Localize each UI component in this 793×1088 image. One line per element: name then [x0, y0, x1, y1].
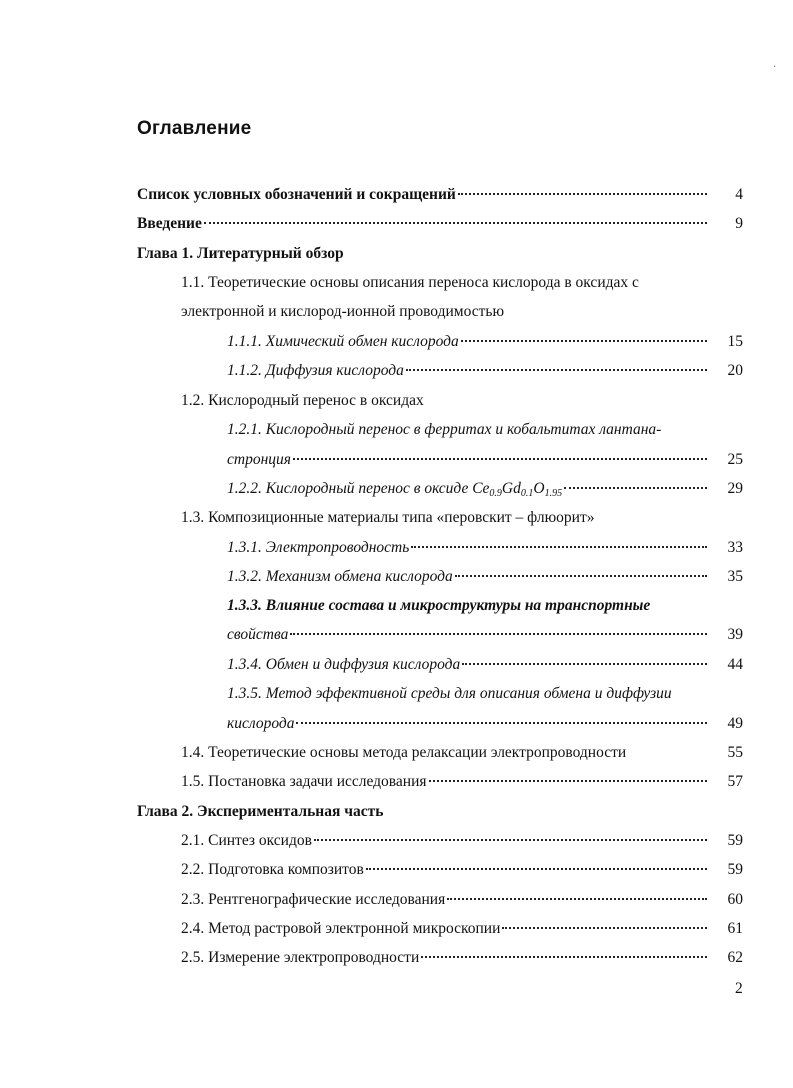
toc-entry-page: 62 — [727, 949, 743, 966]
toc-entry-introduction[interactable] — [137, 211, 743, 237]
dot-leader — [447, 898, 707, 900]
toc-entry-title: 1.5. Постановка задачи исследования — [181, 773, 427, 790]
toc-entry-title: кислорода — [227, 715, 295, 732]
dot-leader — [458, 193, 707, 195]
toc-entry-page: 4 — [735, 186, 743, 203]
toc-entry-page: 15 — [727, 333, 743, 350]
dot-leader — [564, 487, 707, 489]
toc-entry-1-3-1[interactable] — [227, 535, 743, 561]
toc-entry-page: 59 — [727, 832, 743, 849]
toc-entry-title: 2.4. Метод растровой электронной микроскопии — [181, 920, 501, 937]
toc-entry-page: 57 — [727, 773, 743, 790]
toc-entry-page: 60 — [727, 891, 743, 908]
toc-entry-page: 49 — [727, 715, 743, 732]
dot-leader — [455, 575, 707, 577]
page-number: 2 — [735, 980, 743, 997]
formula-subscript: 0.9 — [489, 488, 502, 499]
toc-entry-title: 1.3.4. Обмен и диффузия кислорода — [227, 656, 461, 673]
toc-entry-2-3[interactable] — [181, 887, 743, 913]
toc-entry-1-3-5[interactable] — [227, 711, 743, 737]
dot-leader — [406, 369, 707, 371]
toc-entry-2-4[interactable] — [181, 916, 743, 942]
formula-part: O — [533, 480, 545, 497]
toc-chapter-1[interactable]: Глава 1. Литературный обзор — [137, 245, 344, 262]
toc-entry-2-2[interactable] — [181, 857, 743, 883]
toc-entry-1-4[interactable] — [181, 740, 743, 766]
formula-subscript: 1.95 — [544, 488, 563, 499]
dot-leader — [502, 927, 707, 929]
toc-entry-title: свойства — [227, 626, 289, 643]
toc-chapter-2[interactable]: Глава 2. Экспериментальная часть — [137, 803, 384, 820]
toc-entry-1-1-2[interactable] — [227, 358, 743, 384]
toc-entry-page: 59 — [727, 861, 743, 878]
toc-entry-page: 55 — [727, 744, 743, 761]
toc-entry-title: 1.3.1. Электропроводность — [227, 539, 410, 556]
toc-entry-title: стронция — [227, 451, 291, 468]
dot-leader — [293, 458, 707, 460]
toc-entry-title: 1.1.1. Химический обмен кислорода — [227, 333, 459, 350]
toc-entry-page: 9 — [735, 215, 743, 232]
toc-entry-title: 1.4. Теоретические основы метода релаксации электропроводности — [181, 744, 627, 761]
dot-leader — [204, 222, 707, 224]
dot-leader — [296, 722, 707, 724]
toc-entry-1-1-1[interactable] — [227, 329, 743, 355]
toc-entry-1-3-4[interactable] — [227, 652, 743, 678]
toc-entry-1-5[interactable] — [181, 769, 743, 795]
toc-section-1-1-line2[interactable]: электронной и кислород-ионной проводимостью — [181, 303, 505, 320]
formula-prefix: 1.2.2. Кислородный перенос в оксиде Ce — [227, 480, 490, 497]
toc-entry-title: 2.1. Синтез оксидов — [181, 832, 312, 849]
toc-entry-1-3-3-line1[interactable]: 1.3.3. Влияние состава и микроструктуры на транспортные — [227, 597, 651, 614]
toc-entry-title: Введение — [137, 215, 202, 232]
toc-entry-title — [227, 476, 562, 502]
dot-leader — [429, 780, 707, 782]
toc-entry-2-1[interactable] — [181, 828, 743, 854]
toc-entry-title: 2.2. Подготовка композитов — [181, 861, 364, 878]
toc-entry-page: 44 — [727, 656, 743, 673]
toc-entry-1-3-2[interactable] — [227, 564, 743, 590]
dot-leader — [421, 956, 707, 958]
toc-entry-title: 2.5. Измерение электропроводности — [181, 949, 420, 966]
toc-entry-page: 29 — [727, 480, 743, 497]
toc-entry-abbreviations[interactable] — [137, 182, 743, 208]
toc-entry-1-3-3[interactable] — [227, 622, 743, 648]
dot-leader — [314, 839, 707, 841]
dot-leader — [411, 546, 707, 548]
toc-entry-page: 61 — [727, 920, 743, 937]
dot-leader — [462, 663, 707, 665]
scan-speck: · — [773, 62, 777, 73]
toc-entry-1-2-1-line1[interactable]: 1.2.1. Кислородный перенос в ферритах и кобальтитах лантана- — [227, 421, 662, 438]
toc-entry-page: 35 — [727, 568, 743, 585]
toc-entry-page: 39 — [727, 626, 743, 643]
toc-entry-page: 33 — [727, 539, 743, 556]
page-title: Оглавление — [137, 118, 252, 139]
formula-part: Gd — [501, 480, 521, 497]
toc-entry-1-2-2[interactable] — [227, 476, 743, 502]
toc-section-1-3[interactable]: 1.3. Композиционные материалы типа «перовскит – флюорит» — [181, 509, 595, 526]
formula-subscript: 0.1 — [520, 488, 534, 499]
toc-entry-title: 1.3.2. Механизм обмена кислорода — [227, 568, 453, 585]
toc-entry-2-5[interactable] — [181, 945, 743, 971]
toc-entry-1-2-1[interactable] — [227, 447, 743, 473]
dot-leader — [628, 751, 707, 753]
dot-leader — [290, 633, 707, 635]
toc-entry-title: 2.3. Рентгенографические исследования — [181, 891, 446, 908]
toc-section-1-1-line1[interactable]: 1.1. Теоретические основы описания переноса кислорода в оксидах с — [181, 274, 639, 291]
toc-section-1-2[interactable]: 1.2. Кислородный перенос в оксидах — [181, 392, 424, 409]
toc-entry-page: 25 — [727, 451, 743, 468]
toc-entry-title: Список условных обозначений и сокращений — [137, 186, 456, 203]
dot-leader — [461, 340, 707, 342]
toc-entry-title: 1.1.2. Диффузия кислорода — [227, 362, 404, 379]
toc-entry-page: 20 — [727, 362, 743, 379]
dot-leader — [366, 868, 707, 870]
toc-entry-1-3-5-line1[interactable]: 1.3.5. Метод эффективной среды для описания обмена и диффузии — [227, 685, 672, 702]
